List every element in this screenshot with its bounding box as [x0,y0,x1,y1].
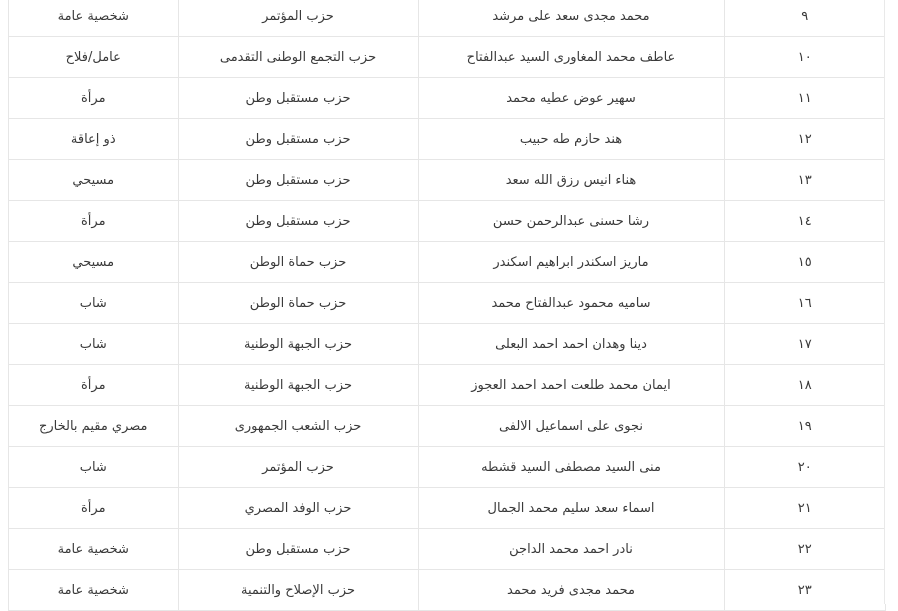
candidate-name: منى السيد مصطفى السيد قشطه [418,447,724,488]
candidate-category: مسيحي [9,242,178,283]
table-row [9,570,885,611]
party-name: حزب المؤتمر [178,447,418,488]
candidate-name: عاطف محمد المغاورى السيد عبدالفتاح [418,37,724,78]
party-name: حزب الإصلاح والتنمية [178,570,418,611]
row-number: ١٤ [724,201,885,242]
party-name: حزب الوفد المصري [178,488,418,529]
candidate-name: نادر احمد محمد الداجن [418,529,724,570]
table-row [9,160,885,201]
party-name: حزب الجبهة الوطنية [178,324,418,365]
row-number: ٢٣ [724,570,885,611]
candidate-category: مرأة [9,201,178,242]
candidates-table [9,0,885,611]
candidate-name: محمد مجدى سعد على مرشد [418,0,724,37]
party-name: حزب التجمع الوطنى التقدمى [178,37,418,78]
row-number: ٩ [724,0,885,37]
candidate-name: رشا حسنى عبدالرحمن حسن [418,201,724,242]
table-row [9,0,885,37]
table-row [9,406,885,447]
row-number: ٢١ [724,488,885,529]
candidate-name: هند حازم طه حبيب [418,119,724,160]
row-number: ٢٢ [724,529,885,570]
table-row [9,447,885,488]
candidate-category: شخصية عامة [9,0,178,37]
candidate-name: نجوى على اسماعيل الالفى [418,406,724,447]
row-number: ١١ [724,78,885,119]
candidate-category: شاب [9,447,178,488]
candidate-category: مرأة [9,78,178,119]
row-number: ١٥ [724,242,885,283]
candidate-name: سهير عوض عطيه محمد [418,78,724,119]
party-name: حزب الشعب الجمهورى [178,406,418,447]
party-name: حزب مستقبل وطن [178,119,418,160]
row-number: ١٦ [724,283,885,324]
party-name: حزب مستقبل وطن [178,160,418,201]
table-row [9,78,885,119]
table-row [9,324,885,365]
table-row [9,201,885,242]
candidate-category: شخصية عامة [9,570,178,611]
candidates-table-container [8,0,886,611]
table-row [9,365,885,406]
table-row [9,37,885,78]
row-number: ١٢ [724,119,885,160]
candidate-name: ماريز اسكندر ابراهيم اسكندر [418,242,724,283]
row-number: ١٧ [724,324,885,365]
candidate-category: مرأة [9,365,178,406]
row-number: ١٩ [724,406,885,447]
row-number: ٢٠ [724,447,885,488]
table-row [9,488,885,529]
table-body [9,0,885,611]
candidate-category: شاب [9,324,178,365]
candidate-name: هناء انيس رزق الله سعد [418,160,724,201]
candidate-name: اسماء سعد سليم محمد الجمال [418,488,724,529]
party-name: حزب مستقبل وطن [178,529,418,570]
party-name: حزب المؤتمر [178,0,418,37]
candidate-category: عامل/فلاح [9,37,178,78]
row-number: ١٣ [724,160,885,201]
candidate-name: دينا وهدان احمد احمد البعلى [418,324,724,365]
candidate-category: مرأة [9,488,178,529]
table-row [9,119,885,160]
candidate-category: مصري مقيم بالخارج [9,406,178,447]
party-name: حزب مستقبل وطن [178,201,418,242]
party-name: حزب الجبهة الوطنية [178,365,418,406]
candidate-category: مسيحي [9,160,178,201]
row-number: ١٨ [724,365,885,406]
party-name: حزب حماة الوطن [178,242,418,283]
party-name: حزب حماة الوطن [178,283,418,324]
table-row [9,283,885,324]
candidate-name: محمد مجدى فريد محمد [418,570,724,611]
candidate-category: شخصية عامة [9,529,178,570]
table-row [9,529,885,570]
row-number: ١٠ [724,37,885,78]
table-row [9,242,885,283]
candidate-name: ايمان محمد طلعت احمد احمد العجوز [418,365,724,406]
party-name: حزب مستقبل وطن [178,78,418,119]
candidate-category: شاب [9,283,178,324]
page-gutter [884,0,898,604]
candidate-name: ساميه محمود عبدالفتاح محمد [418,283,724,324]
candidate-category: ذو إعاقة [9,119,178,160]
